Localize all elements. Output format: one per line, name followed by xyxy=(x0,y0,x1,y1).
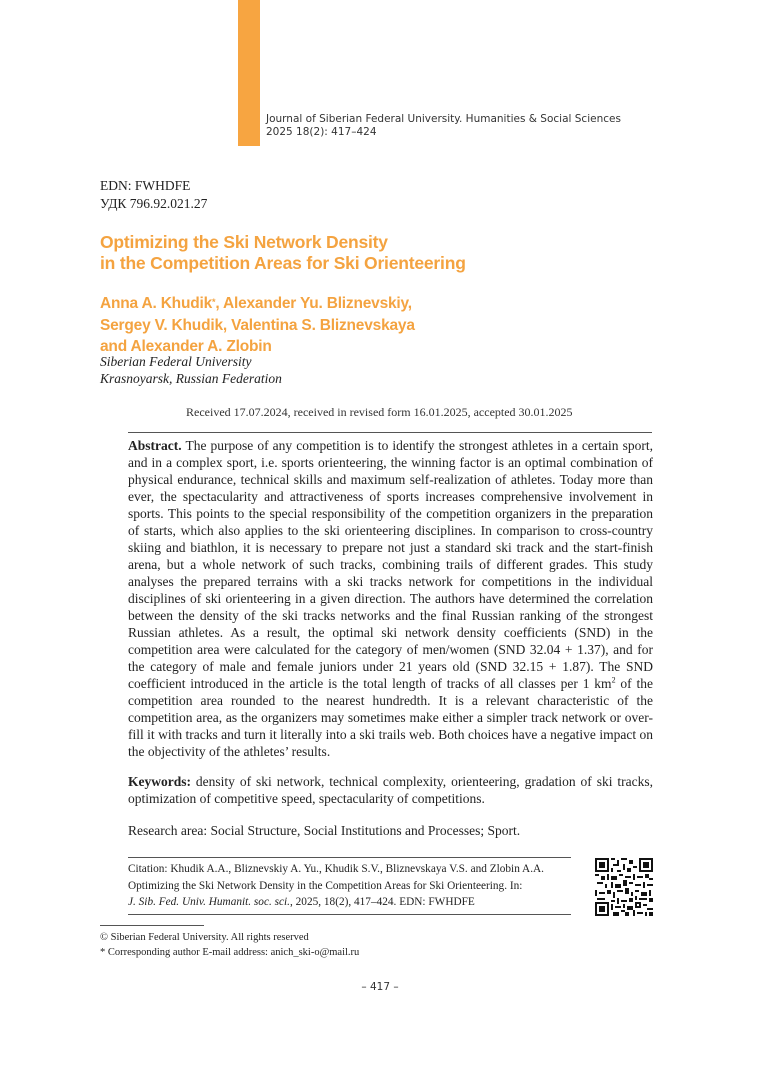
edn-code: EDN: FWHDFE xyxy=(100,178,191,193)
abstract-text-cont: of the competition area rounded to the nearest hundredth. It is a relevant characteristic of the competition area, as the organizers may sometimes make either a simpler track network or over-fill it with tracks and turn it literally into a ski trails web. Both choices have a negative impact on the objectivity of the athletes’ results. xyxy=(128,676,653,759)
citation-divider-bottom xyxy=(128,914,571,915)
affiliation xyxy=(100,353,282,387)
identifiers xyxy=(100,177,207,213)
footnote-divider xyxy=(100,925,204,926)
citation-line-2: Optimizing the Ski Network Density in the Competition Areas for Ski Orienteering. In: xyxy=(128,879,523,892)
research-area: Research area: Social Structure, Social Institutions and Processes; Sport. xyxy=(128,823,521,838)
title-line-2: in the Competition Areas for Ski Orienteering xyxy=(100,253,466,273)
footnotes xyxy=(100,930,359,960)
abstract-label: Abstract. xyxy=(128,438,182,453)
article-title xyxy=(100,232,466,274)
corresponding-author-note: * Corresponding author E-mail address: anich_ski-o@mail.ru xyxy=(100,947,360,958)
affiliation-org: Siberian Federal University xyxy=(100,354,252,369)
superscript: 2 xyxy=(611,675,616,685)
authors-line-1 xyxy=(100,293,415,315)
journal-issue: 2025 18(2): 417–424 xyxy=(266,126,377,138)
abstract xyxy=(128,437,653,760)
citation xyxy=(128,861,578,911)
journal-name: Journal of Siberian Federal University. Humanities & Social Sciences xyxy=(266,113,621,125)
corresponding-mark: * xyxy=(212,297,216,307)
keywords-label: Keywords: xyxy=(128,774,191,789)
page-number: – 417 – xyxy=(361,981,399,993)
journal-header xyxy=(266,113,621,139)
citation-tail: , 2025, 18(2), 417–424. EDN: FWHDFE xyxy=(290,896,475,908)
authors-line-3: and Alexander A. Zlobin xyxy=(100,338,272,355)
abstract-text: The purpose of any competition is to identify the strongest athletes in a certain sport, and in a complex sport, i.e. sports orienteering, the winning factor is an optimal combination of physical endurance, technical skills and maximum self-realization of athletes. Today more than ever, the spectacularity and attractiveness of sports increases comprehensive involvement in sports. This points to the special responsibility of the competition organizers in the preparation of starts, which also applies to the ski orienteering disciplines. In comparison to cross-country skiing and biathlon, it is necessary to prepare not just a standard ski track and the start-finish arena, but a whole network of such tracks, combining trails of different grades. This study analyses the prepared terrains with a ski tracks network for competitions in the individual disciplines of ski orienteering in a given direction. The authors have determined the correlation between the density of the ski tracks networks and the final Russian ranking of the strongest Russian athletes. As a result, the optimal ski network density coefficients (SND) in the competition area were calculated for the category of men/women (SND 32.04 + 1.37), and for the category of male and female juniors under 21 years old (SND 32.15 + 1.87). The SND coefficient introduced in the article is the total length of tracks of all classes per 1 km xyxy=(128,438,653,691)
author-name: Anna A. Khudik xyxy=(100,295,213,312)
author-list xyxy=(100,293,415,358)
keywords xyxy=(128,773,653,807)
journal-abbrev: J. Sib. Fed. Univ. Humanit. soc. sci. xyxy=(128,896,290,908)
authors-line-2: Sergey V. Khudik, Valentina S. Bliznevskaya xyxy=(100,316,415,334)
keywords-text: density of ski network, technical complexity, orienteering, gradation of ski tracks, optimization of competitive speed, spectacularity of competitions. xyxy=(128,774,653,806)
received-dates: Received 17.07.2024, received in revised form 16.01.2025, accepted 30.01.2025 xyxy=(186,405,573,419)
qr-code-icon[interactable] xyxy=(595,858,653,916)
citation-divider-top xyxy=(128,857,571,858)
copyright-note: © Siberian Federal University. All rights reserved xyxy=(100,932,309,943)
title-line-1: Optimizing the Ski Network Density xyxy=(100,232,388,252)
citation-line-3 xyxy=(128,894,578,911)
author-name: , Alexander Yu. Bliznevskiy, xyxy=(215,295,412,312)
abstract-divider xyxy=(128,432,652,433)
udk-code: УДК 796.92.021.27 xyxy=(100,196,208,211)
affiliation-place: Krasnoyarsk, Russian Federation xyxy=(100,371,282,386)
header-accent-bar xyxy=(238,0,260,146)
citation-line-1: Citation: Khudik A.A., Bliznevskiy A. Yu., Khudik S.V., Bliznevskaya V.S. and Zlobin A.A. xyxy=(128,863,545,875)
